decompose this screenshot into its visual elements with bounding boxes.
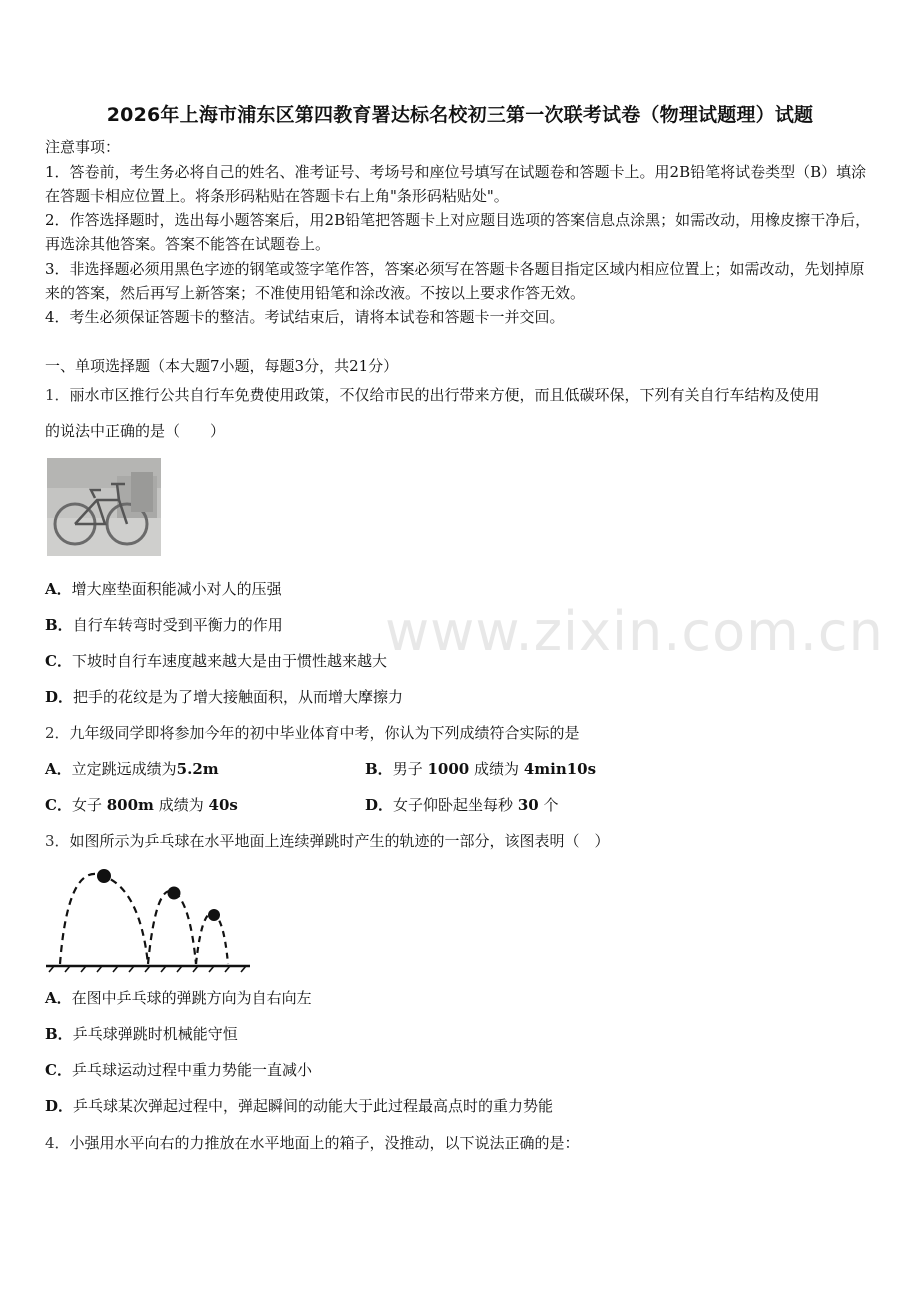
- q3-option-b: B．乒乓球弹跳时机械能守恒: [45, 1025, 238, 1043]
- notice-item-1: 1．答卷前，考生务必将自己的姓名、准考证号、考场号和座位号填写在试题卷和答题卡上。用2B铅笔将试卷类型（B）填涂在答题卡相应位置上。将条形码粘贴在答题卡右上角"条形码粘贴处"。: [45, 163, 867, 205]
- question-1-line-2: 的说法中正确的是（ ）: [45, 422, 226, 440]
- question-1-line-1: [45, 384, 820, 406]
- q1-option-a: A．增大座垫面积能减小对人的压强: [45, 580, 282, 598]
- ball-icon: [208, 909, 220, 921]
- ball-bounce-diagram: [44, 862, 256, 974]
- q3-option-a: A．在图中乒乓球的弹跳方向为自右向左: [45, 989, 312, 1007]
- q3-option-d: D．乒乓球某次弹起过程中，弹起瞬间的动能大于此过程最高点时的重力势能: [45, 1097, 554, 1115]
- ball-icon: [168, 887, 181, 900]
- section-heading: 一、单项选择题（本大题7小题，每题3分，共21分）: [45, 357, 399, 375]
- question-number: 1．: [45, 386, 70, 404]
- ball-icon: [97, 869, 111, 883]
- q2-option-d: D．女子仰卧起坐每秒 30 个: [365, 796, 559, 814]
- notice-item-2: 2．作答选择题时，选出每小题答案后，用2B铅笔把答题卡上对应题目选项的答案信息点涂黑；如需改动，用橡皮擦干净后，再选涂其他答案。答案不能答在试题卷上。: [45, 211, 871, 253]
- q1-option-c: C．下坡时自行车速度越来越大是由于惯性越来越大: [45, 652, 387, 670]
- notice-item-3: 3．非选择题必须用黑色字迹的钢笔或签字笔作答，答案必须写在答题卡各题目指定区域内相应位置上；如需改动，先划掉原来的答案，然后再写上新答案；不准使用铅笔和涂改液。不按以上要求作答无效。: [45, 260, 865, 302]
- question-text: 丽水市区推行公共自行车免费使用政策，不仅给市民的出行带来方便，而且低碳环保，下列有关自行车结构及使用: [69, 386, 820, 404]
- q2-option-c: C．女子 800m 成绩为 40s: [45, 796, 238, 814]
- question-4: 4．小强用水平向右的力推放在水平地面上的箱子，没推动，以下说法正确的是：: [45, 1134, 580, 1152]
- q2-option-a: A．立定跳远成绩为5.2m: [45, 760, 219, 778]
- q1-option-b: B．自行车转弯时受到平衡力的作用: [45, 616, 283, 634]
- watermark: www.zixin.com.cn: [385, 600, 884, 663]
- notice-item-4: 4．考生必须保证答题卡的整洁。考试结束后，请将本试卷和答题卡一并交回。: [45, 308, 565, 326]
- notice-heading: 注意事项：: [45, 138, 121, 156]
- page-title: 2026年上海市浦东区第四教育署达标名校初三第一次联考试卷（物理试题理）试题: [106, 104, 814, 126]
- q2-option-b: B．男子 1000 成绩为 4min10s: [365, 760, 597, 778]
- question-3: 3．如图所示为乒乓球在水平地面上连续弹跳时产生的轨迹的一部分，该图表明（ ）: [45, 832, 610, 850]
- q1-option-d: D．把手的花纹是为了增大接触面积，从而增大摩擦力: [45, 688, 404, 706]
- bicycle-photo: [47, 458, 161, 556]
- q3-option-c: C．乒乓球运动过程中重力势能一直减小: [45, 1061, 312, 1079]
- question-2: 2．九年级同学即将参加今年的初中毕业体育中考，你认为下列成绩符合实际的是: [45, 724, 580, 742]
